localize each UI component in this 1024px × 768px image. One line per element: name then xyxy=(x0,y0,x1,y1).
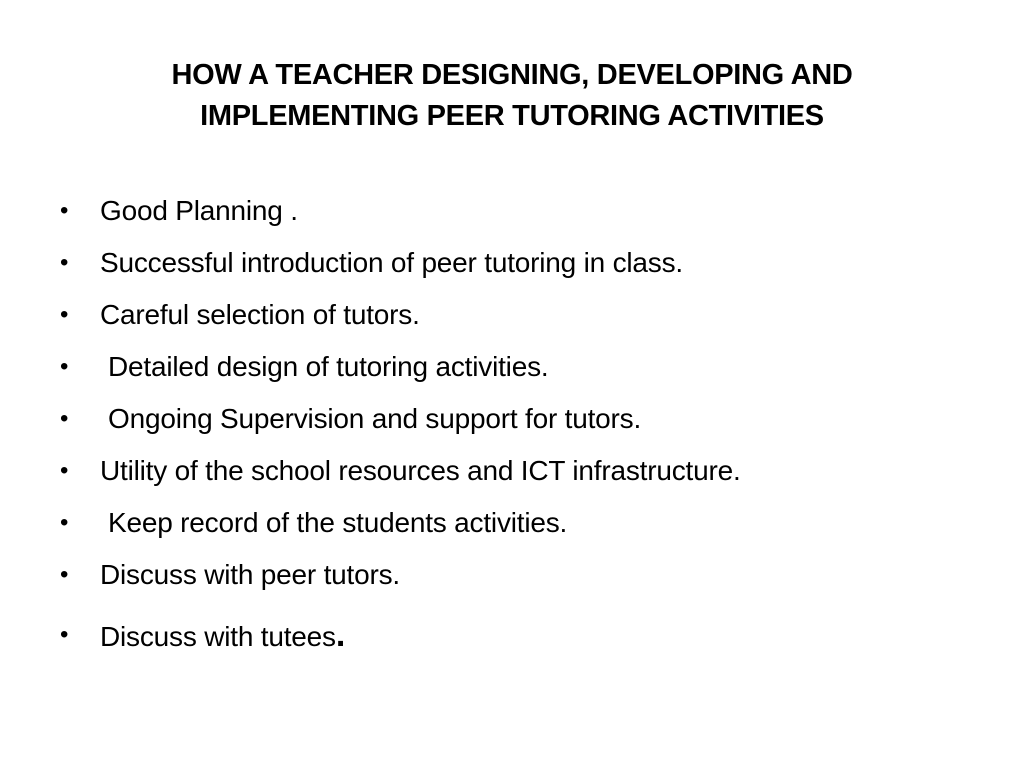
slide-title-line-2: IMPLEMENTING PEER TUTORING ACTIVITIES xyxy=(200,100,824,132)
bullet-item xyxy=(58,400,978,452)
slide-title-line-1: HOW A TEACHER DESIGNING, DEVELOPING AND xyxy=(171,59,853,91)
bullet-item xyxy=(58,504,978,556)
slide-title xyxy=(60,55,964,137)
bullet-list xyxy=(58,192,978,668)
bullet-icon: • xyxy=(60,353,69,380)
bullet-icon: • xyxy=(60,301,69,328)
bullet-text xyxy=(100,616,345,656)
bullet-text-period: . xyxy=(335,616,346,654)
bullet-text: Utility of the school resources and ICT infrastructure. xyxy=(100,455,741,486)
bullet-item xyxy=(58,452,978,504)
bullet-text: Detailed design of tutoring activities. xyxy=(108,351,549,382)
bullet-text: Keep record of the students activities. xyxy=(108,507,568,538)
bullet-item xyxy=(58,244,978,296)
bullet-icon: • xyxy=(60,249,69,276)
bullet-item xyxy=(58,348,978,400)
bullet-icon: • xyxy=(60,405,69,432)
bullet-item xyxy=(58,296,978,348)
bullet-icon: • xyxy=(60,509,69,536)
bullet-text: Discuss with peer tutors. xyxy=(100,559,400,590)
bullet-text: Good Planning . xyxy=(100,195,298,226)
bullet-icon: • xyxy=(60,197,69,224)
bullet-item xyxy=(58,556,978,608)
bullet-text-body: Discuss with tutees xyxy=(100,621,336,652)
bullet-text: Ongoing Supervision and support for tutors. xyxy=(108,403,642,434)
bullet-icon: • xyxy=(60,457,69,484)
bullet-item xyxy=(58,616,978,668)
bullet-text: Successful introduction of peer tutoring in class. xyxy=(100,247,683,278)
bullet-icon: • xyxy=(60,561,69,588)
bullet-text: Careful selection of tutors. xyxy=(100,299,420,330)
bullet-item xyxy=(58,192,978,244)
bullet-icon: • xyxy=(60,621,69,648)
